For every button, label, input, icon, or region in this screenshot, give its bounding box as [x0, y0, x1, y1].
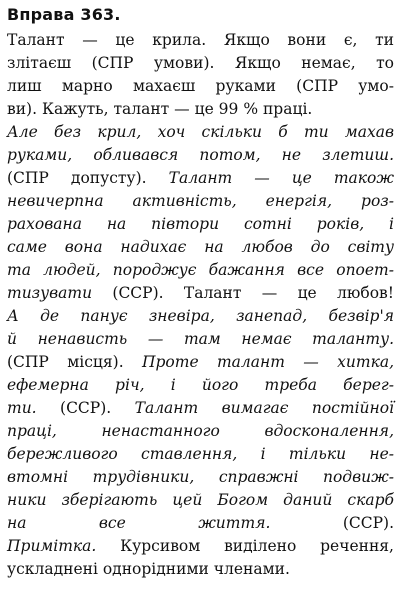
exercise-text — [7, 29, 394, 581]
text-line — [7, 512, 394, 535]
text-line — [7, 52, 394, 75]
italic-text-segment: Талант — це також — [168, 169, 394, 187]
text-line — [7, 328, 394, 351]
italic-text-segment: Але без крил, хоч скільки б ти махав — [7, 123, 394, 141]
text-line — [7, 75, 394, 98]
text-line — [7, 489, 394, 512]
text-line — [7, 236, 394, 259]
text-line — [7, 305, 394, 328]
text-line — [7, 213, 394, 236]
italic-text-segment: й ненависть — там немає таланту. — [7, 330, 394, 348]
italic-text-segment: та людей, породжує бажання все опоет- — [7, 261, 394, 279]
italic-text-segment: саме вона надихає на любов до світу — [7, 238, 394, 256]
text-segment: ускладнені однорідними членами. — [7, 560, 290, 578]
text-segment: (ССР). Талант — це любов! — [92, 284, 394, 302]
italic-text-segment: ефемерна річ, і його треба берег- — [7, 376, 394, 394]
text-line — [7, 558, 394, 581]
italic-text-segment: невичерпна активність, енергія, роз- — [7, 192, 394, 210]
italic-text-segment: А де панує зневіра, занепад, безвір'я — [7, 307, 394, 325]
text-segment: (ССР). — [36, 399, 135, 417]
italic-text-segment: Проте талант — хитка, — [141, 353, 394, 371]
text-line — [7, 190, 394, 213]
italic-text-segment: Талант вимагає постійної — [134, 399, 395, 417]
text-line — [7, 351, 394, 374]
italic-text-segment: ники зберігають цей Богом даний скарб — [7, 491, 394, 509]
text-line — [7, 374, 394, 397]
text-segment: (ССР). — [270, 514, 394, 532]
text-line — [7, 282, 394, 305]
italic-text-segment: бережливого ставлення, і тільки не- — [7, 445, 394, 463]
italic-text-segment: тизувати — [7, 284, 93, 302]
text-line — [7, 535, 394, 558]
italic-text-segment: рахована на півтори сотні років, і — [7, 215, 394, 233]
italic-text-segment: втомні трудівники, справжні подвиж- — [7, 468, 394, 486]
italic-text-segment: руками, обливався потом, не злетиш. — [7, 146, 394, 164]
text-segment: ви). Кажуть, талант — це 99 % праці. — [7, 100, 313, 118]
italic-text-segment: Примітка. — [7, 537, 97, 555]
text-line — [7, 259, 394, 282]
text-line — [7, 98, 394, 121]
italic-text-segment: ти. — [7, 399, 37, 417]
italic-text-segment: праці, ненастанного вдосконалення, — [7, 422, 394, 440]
italic-text-segment: на все життя. — [7, 514, 271, 532]
exercise-title: Вправа 363. — [7, 5, 121, 24]
text-segment: лиш марно махаєш руками (СПР умо- — [7, 77, 394, 95]
text-line — [7, 420, 394, 443]
text-segment: злітаєш (СПР умови). Якщо немає, то — [7, 54, 394, 72]
text-line — [7, 443, 394, 466]
text-line — [7, 167, 394, 190]
text-line — [7, 121, 394, 144]
text-line — [7, 29, 394, 52]
text-line — [7, 397, 394, 420]
text-segment: (СПР місця). — [7, 353, 142, 371]
text-line — [7, 466, 394, 489]
text-segment: (СПР допусту). — [7, 169, 169, 187]
text-line — [7, 144, 394, 167]
text-segment: Курсивом виділено речення, — [96, 537, 394, 555]
text-segment: Талант — це крила. Якщо вони є, ти — [7, 31, 394, 49]
